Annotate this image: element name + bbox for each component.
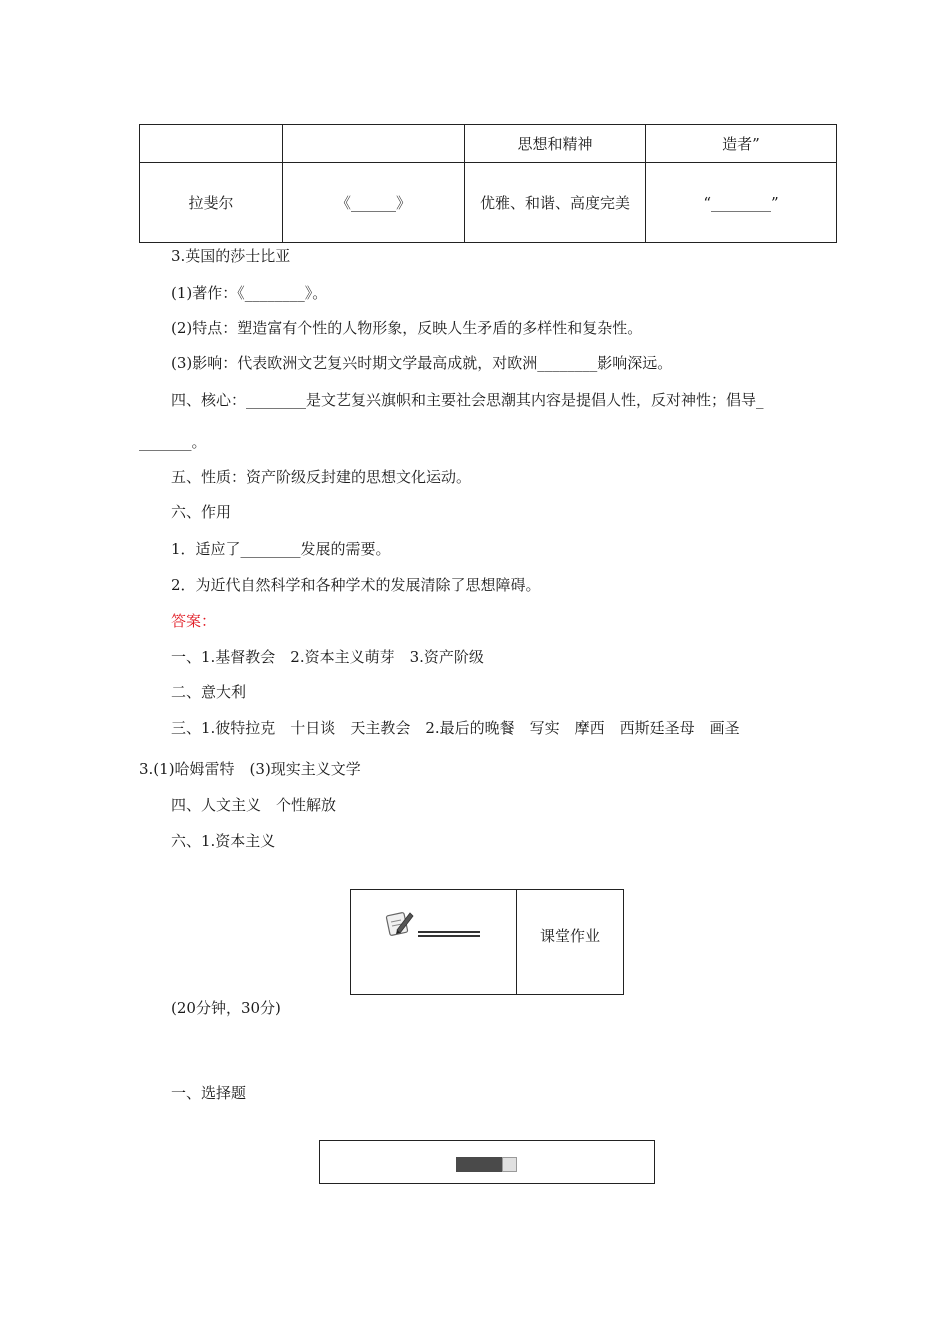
decorative-double-line [418, 931, 480, 937]
answer-3: 三、1.彼特拉克 十日谈 天主教会 2.最后的晚餐 写实 摩西 西斯廷圣母 画圣 [171, 719, 740, 737]
decorative-bar-end [502, 1157, 517, 1172]
answer-5: 六、1.资本主义 [171, 832, 276, 850]
role-item-1: 1．适应了________发展的需要。 [171, 540, 391, 558]
core-line: 四、核心：________是文艺复兴旗帜和主要社会思潮其内容是提倡人性，反对神性；倡导_ [171, 391, 764, 409]
table-cell [140, 125, 283, 163]
table-cell: 《______》 [283, 163, 465, 243]
banner-title: 课堂作业 [539, 927, 600, 945]
table-cell: 优雅、和谐、高度完美 [465, 163, 646, 243]
works-line: (1)著作：《________》。 [171, 284, 328, 302]
role-item-2: 2．为近代自然科学和各种学术的发展清除了思想障碍。 [171, 576, 541, 594]
answer-2: 二、意大利 [171, 683, 247, 701]
nature-line: 五、性质：资产阶级反封建的思想文化运动。 [171, 468, 472, 486]
answer-4: 四、人文主义 个性解放 [171, 796, 337, 814]
answer-1: 一、1.基督教会 2.资本主义萌芽 3.资产阶级 [171, 648, 484, 666]
classwork-banner [350, 889, 624, 995]
table-cell: 思想和精神 [465, 125, 646, 163]
features-line: (2)特点：塑造富有个性的人物形象，反映人生矛盾的多样性和复杂性。 [171, 319, 643, 337]
table-row [140, 125, 837, 163]
influence-line: (3)影响：代表欧洲文艺复兴时期文学最高成就，对欧洲________影响深远。 [171, 354, 673, 372]
table-cell [283, 125, 465, 163]
table-cell: 造者” [646, 125, 837, 163]
artists-table [139, 124, 837, 243]
table-cell: “________” [646, 163, 837, 243]
decorative-bar [456, 1157, 502, 1172]
pen-paper-icon [385, 908, 415, 938]
table-row [140, 163, 837, 243]
answer-3-cont: 3.(1)哈姆雷特 (3)现实主义文学 [139, 760, 361, 778]
section-heading: 一、选择题 [171, 1084, 247, 1102]
role-heading: 六、作用 [171, 503, 232, 521]
answer-label: 答案： [171, 612, 217, 630]
table-cell: 拉斐尔 [140, 163, 283, 243]
core-line-cont: _______。 [139, 433, 207, 451]
heading-shakespeare: 3.英国的莎士比亚 [171, 247, 291, 265]
question-banner [319, 1140, 655, 1184]
time-note: (20分钟，30分) [171, 999, 281, 1017]
